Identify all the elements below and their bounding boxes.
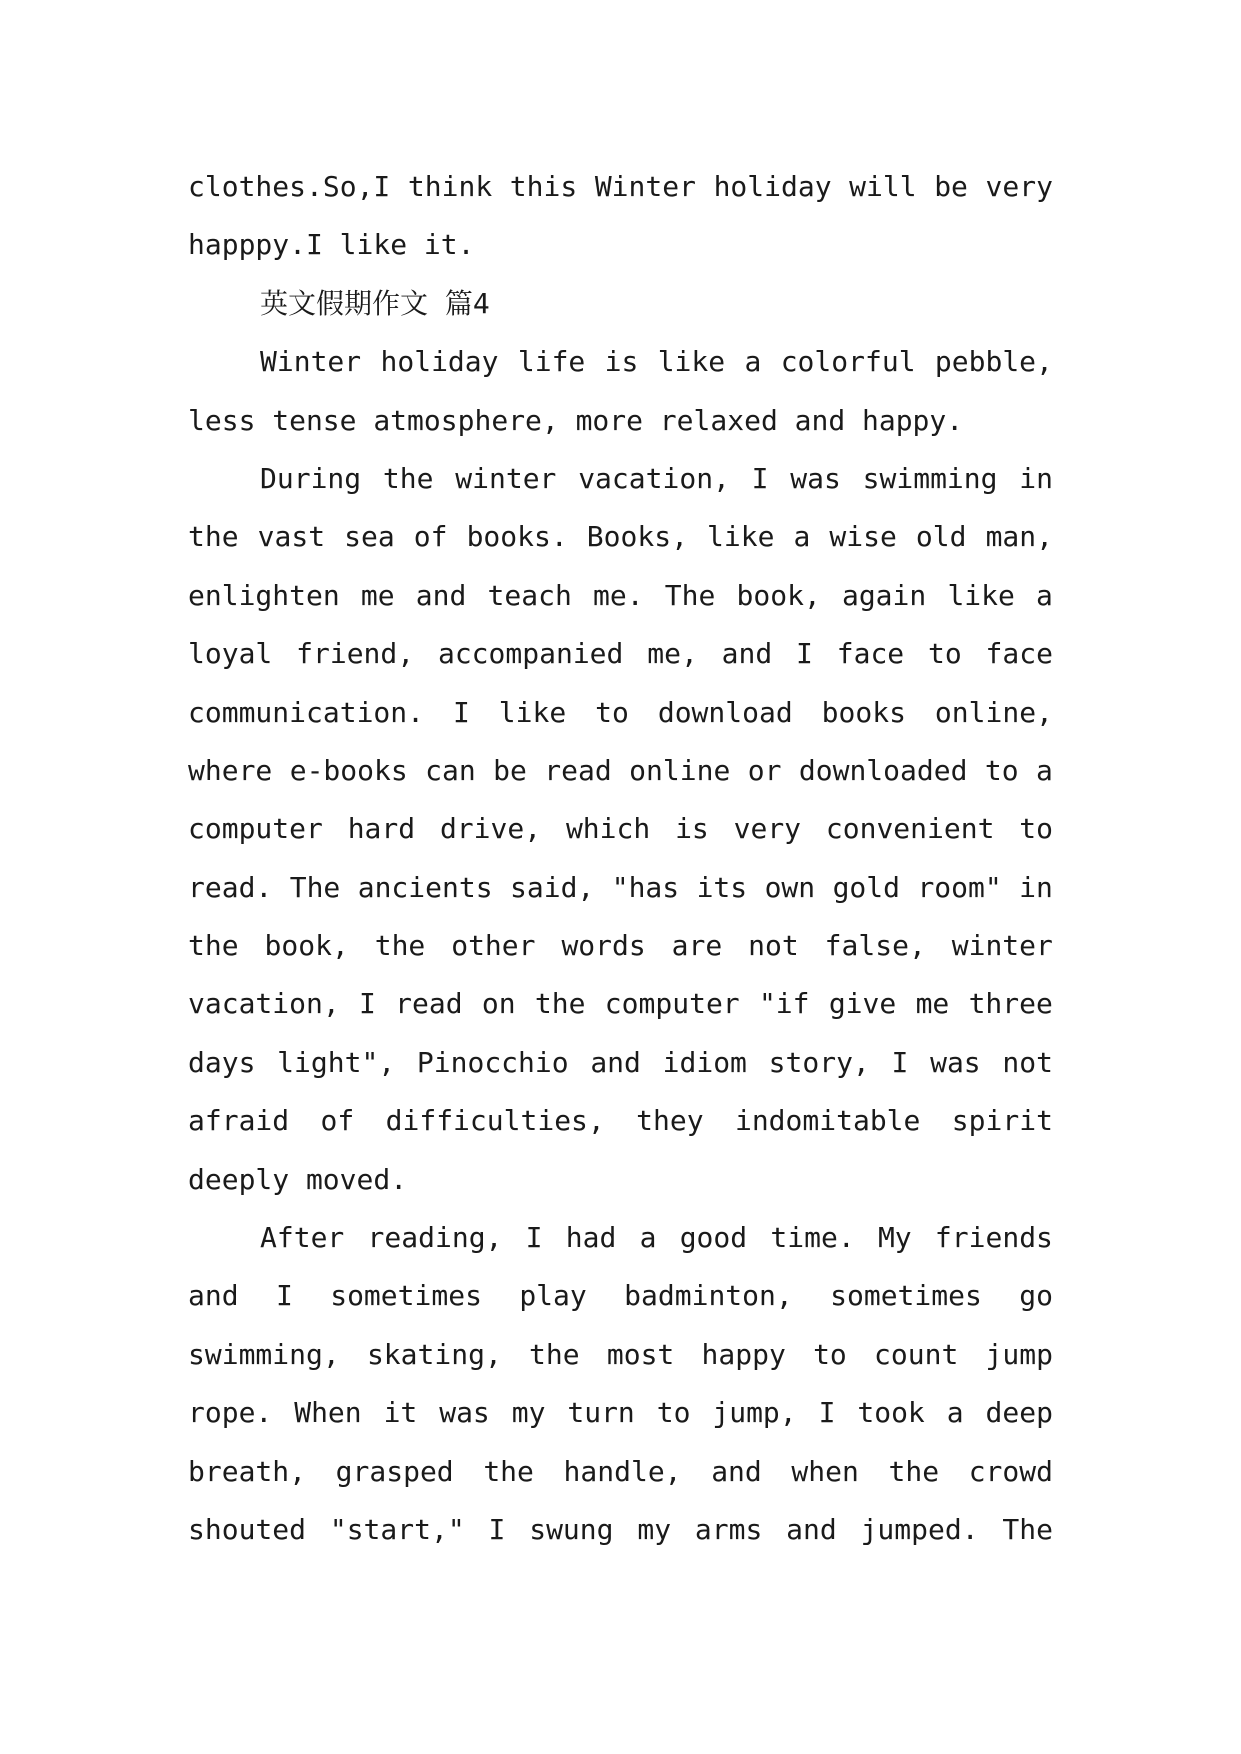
word: it [383, 1396, 418, 1430]
word: more [575, 403, 643, 437]
word: "if [758, 987, 810, 1021]
word: to [1019, 812, 1053, 846]
word: turn [567, 1396, 635, 1430]
word: was [439, 1396, 490, 1430]
word: face [836, 637, 905, 671]
word: downloaded [798, 753, 968, 787]
word: took [857, 1396, 925, 1430]
word: winter [951, 929, 1053, 963]
word: I [796, 637, 813, 671]
word: During [260, 461, 362, 495]
word: The [664, 578, 716, 612]
text-line [188, 742, 1053, 800]
text-line [188, 158, 1053, 216]
word: on [481, 987, 516, 1021]
word: it. [423, 228, 475, 262]
word: colorful [780, 345, 916, 379]
word: where [188, 753, 273, 787]
word: computer [188, 812, 323, 846]
word: jumped. [860, 1512, 979, 1546]
word: sometimes [830, 1279, 982, 1313]
word: not [1002, 1045, 1053, 1079]
word: and [721, 637, 773, 671]
word: to [656, 1396, 691, 1430]
text-line [188, 508, 1053, 566]
word: accompanied [437, 637, 624, 671]
word: clothes.So,I [188, 170, 391, 203]
word: sea [344, 520, 395, 554]
word: the [382, 461, 434, 495]
word: shouted [188, 1512, 307, 1546]
word: go [1019, 1279, 1053, 1313]
word: vacation, [188, 987, 340, 1021]
word: which [565, 812, 651, 846]
word: gold [832, 870, 901, 904]
word: the [188, 520, 239, 554]
word: man, [985, 520, 1053, 554]
word: me [360, 578, 395, 612]
word: books. [466, 520, 568, 554]
word: book, [264, 929, 349, 963]
word: vacation, [578, 461, 730, 495]
word: days [188, 1045, 256, 1079]
word: and [786, 1512, 837, 1546]
text-line [188, 392, 1053, 450]
word: enlighten [188, 578, 340, 612]
word: was [930, 1045, 981, 1079]
word: less [188, 403, 256, 437]
word: play [519, 1279, 587, 1313]
word: handle, [563, 1454, 682, 1488]
word: difficulties, [385, 1104, 605, 1138]
word: its [696, 870, 748, 904]
word: vast [257, 520, 326, 554]
word: to [813, 1337, 847, 1371]
text-line [188, 917, 1053, 975]
word: relaxed [659, 403, 778, 437]
word: and [794, 403, 846, 437]
word: jump, [712, 1396, 797, 1430]
word: face [985, 637, 1053, 671]
word: had [565, 1221, 617, 1255]
word: are [671, 929, 723, 963]
word: swimming, [188, 1337, 340, 1371]
word: the [374, 929, 426, 963]
text-line [188, 625, 1053, 683]
word: "start," [329, 1512, 465, 1546]
word: When [294, 1396, 362, 1430]
word: in [1019, 461, 1053, 495]
word: the [534, 987, 586, 1021]
word: ancients [357, 870, 493, 904]
word: happy [701, 1337, 786, 1371]
word: my [511, 1396, 546, 1430]
word: can [425, 753, 476, 787]
word: skating, [366, 1337, 502, 1371]
word: this [509, 170, 578, 203]
word: good [679, 1221, 748, 1255]
text-line [188, 800, 1053, 858]
text-line [188, 859, 1053, 917]
word: computer [604, 987, 740, 1021]
word: breath, [188, 1454, 307, 1488]
word: holiday [713, 170, 832, 203]
word: crowd [968, 1454, 1053, 1488]
text-line [188, 567, 1053, 625]
word: the [483, 1454, 534, 1488]
word: 英文假期作文 [260, 286, 429, 320]
word: like [707, 520, 775, 554]
word: me. [593, 578, 644, 612]
word: other [451, 929, 536, 963]
word: I [751, 461, 769, 495]
word: book, [736, 578, 821, 612]
word: I [452, 695, 470, 729]
word: like [657, 345, 726, 379]
word: Books, [586, 520, 688, 554]
word: and [415, 578, 467, 612]
word: books [821, 695, 906, 729]
word: loyal [188, 637, 273, 671]
word: the [529, 1337, 580, 1371]
word: story, [768, 1045, 870, 1079]
word: like [339, 228, 408, 262]
word: I [488, 1512, 506, 1546]
word: The [1002, 1512, 1053, 1546]
word: of [413, 520, 448, 554]
word: to [984, 753, 1019, 787]
text-line [188, 333, 1053, 391]
text-line [188, 450, 1053, 508]
word: deep [985, 1396, 1053, 1430]
word: I [359, 987, 376, 1021]
text-line [188, 975, 1053, 1033]
word: of [320, 1104, 355, 1138]
word: wise [829, 520, 897, 554]
word: online, [934, 695, 1053, 729]
word: spirit [951, 1104, 1053, 1138]
word: false, [824, 929, 926, 963]
word: atmosphere, [373, 403, 559, 437]
word: or [747, 753, 782, 787]
word: me [915, 987, 950, 1021]
word: drive, [439, 812, 542, 846]
word: the [188, 929, 239, 963]
word: friend, [296, 637, 415, 671]
word: I [891, 1045, 909, 1079]
word: think [407, 170, 493, 203]
word: old [915, 520, 967, 554]
word: most [606, 1337, 675, 1371]
word: download [657, 695, 793, 729]
word: is [675, 812, 709, 846]
word: in [1019, 870, 1053, 904]
word: the [888, 1454, 940, 1488]
word: three [968, 987, 1053, 1021]
word: happy. [861, 403, 964, 437]
word: Winter [260, 345, 362, 379]
word: holiday [380, 345, 499, 379]
word: read. [188, 870, 273, 904]
word: again [841, 578, 927, 612]
word: hard [347, 812, 416, 846]
word: a [639, 1221, 657, 1255]
word: swimming [862, 461, 998, 495]
word: jump [985, 1337, 1053, 1371]
text-line [188, 275, 1053, 333]
word: like [498, 695, 567, 729]
word: "has [611, 870, 680, 904]
word: and [188, 1279, 239, 1313]
word: words [561, 929, 646, 963]
word: light", [277, 1045, 396, 1079]
word: afraid [188, 1104, 290, 1138]
text-line [188, 1034, 1053, 1092]
word: I [818, 1396, 836, 1430]
word: e-books [289, 753, 408, 787]
word: read [395, 987, 463, 1021]
word: they [636, 1104, 704, 1138]
word: and [590, 1045, 641, 1079]
word: time. [770, 1221, 855, 1255]
text-line [188, 1501, 1053, 1559]
text-line [188, 1151, 1053, 1209]
word: a [1036, 753, 1053, 787]
word: very [733, 812, 802, 846]
word: deeply [188, 1162, 290, 1196]
text-line [188, 1443, 1053, 1501]
word: to [595, 695, 629, 729]
word: happpy.I [188, 228, 323, 262]
word: and [711, 1454, 762, 1488]
word: moved. [305, 1162, 408, 1196]
word: life [517, 345, 586, 379]
word: a [793, 520, 811, 554]
word: friends [934, 1221, 1053, 1255]
word: teach [487, 578, 572, 612]
word: reading, [367, 1221, 503, 1255]
word: very [985, 170, 1053, 203]
word: convenient [825, 812, 995, 846]
document-page [188, 158, 1053, 1559]
word: tense [272, 403, 357, 437]
word: Winter [594, 170, 696, 203]
word: badminton, [624, 1279, 793, 1313]
word: 篇4 [444, 286, 490, 320]
word: online [629, 753, 731, 787]
text-line [188, 1092, 1053, 1150]
word: read [544, 753, 612, 787]
text-line [188, 684, 1053, 742]
word: The [289, 870, 341, 904]
word: when [791, 1454, 859, 1488]
word: Pinocchio [416, 1045, 569, 1079]
word: to [928, 637, 962, 671]
word: a [946, 1396, 964, 1430]
word: like [947, 578, 1015, 612]
text-line [188, 216, 1053, 274]
word: communication. [188, 695, 425, 729]
word: not [748, 929, 799, 963]
word: After [260, 1221, 345, 1255]
word: was [790, 461, 841, 495]
word: my [637, 1512, 672, 1546]
word: swung [529, 1512, 614, 1546]
word: will [849, 170, 917, 203]
word: said, [510, 870, 595, 904]
word: arms [694, 1512, 763, 1546]
word: My [877, 1221, 912, 1255]
word: count [874, 1337, 959, 1371]
word: room" [917, 870, 1002, 904]
word: grasped [335, 1454, 454, 1488]
text-line [188, 1384, 1053, 1442]
word: sometimes [330, 1279, 482, 1313]
word: a [1036, 578, 1053, 612]
word: a [744, 345, 762, 379]
text-line [188, 1326, 1053, 1384]
word: idiom [662, 1045, 747, 1079]
word: pebble, [934, 345, 1053, 379]
word: be [934, 170, 968, 203]
text-line [188, 1209, 1053, 1267]
word: I [275, 1279, 293, 1313]
word: be [493, 753, 527, 787]
word: rope. [188, 1396, 273, 1430]
word: give [828, 987, 897, 1021]
word: winter [455, 461, 557, 495]
text-line [188, 1267, 1053, 1325]
word: indomitable [734, 1104, 921, 1138]
word: own [764, 870, 816, 904]
word: I [525, 1221, 543, 1255]
word: me, [647, 637, 698, 671]
word: is [604, 345, 639, 379]
